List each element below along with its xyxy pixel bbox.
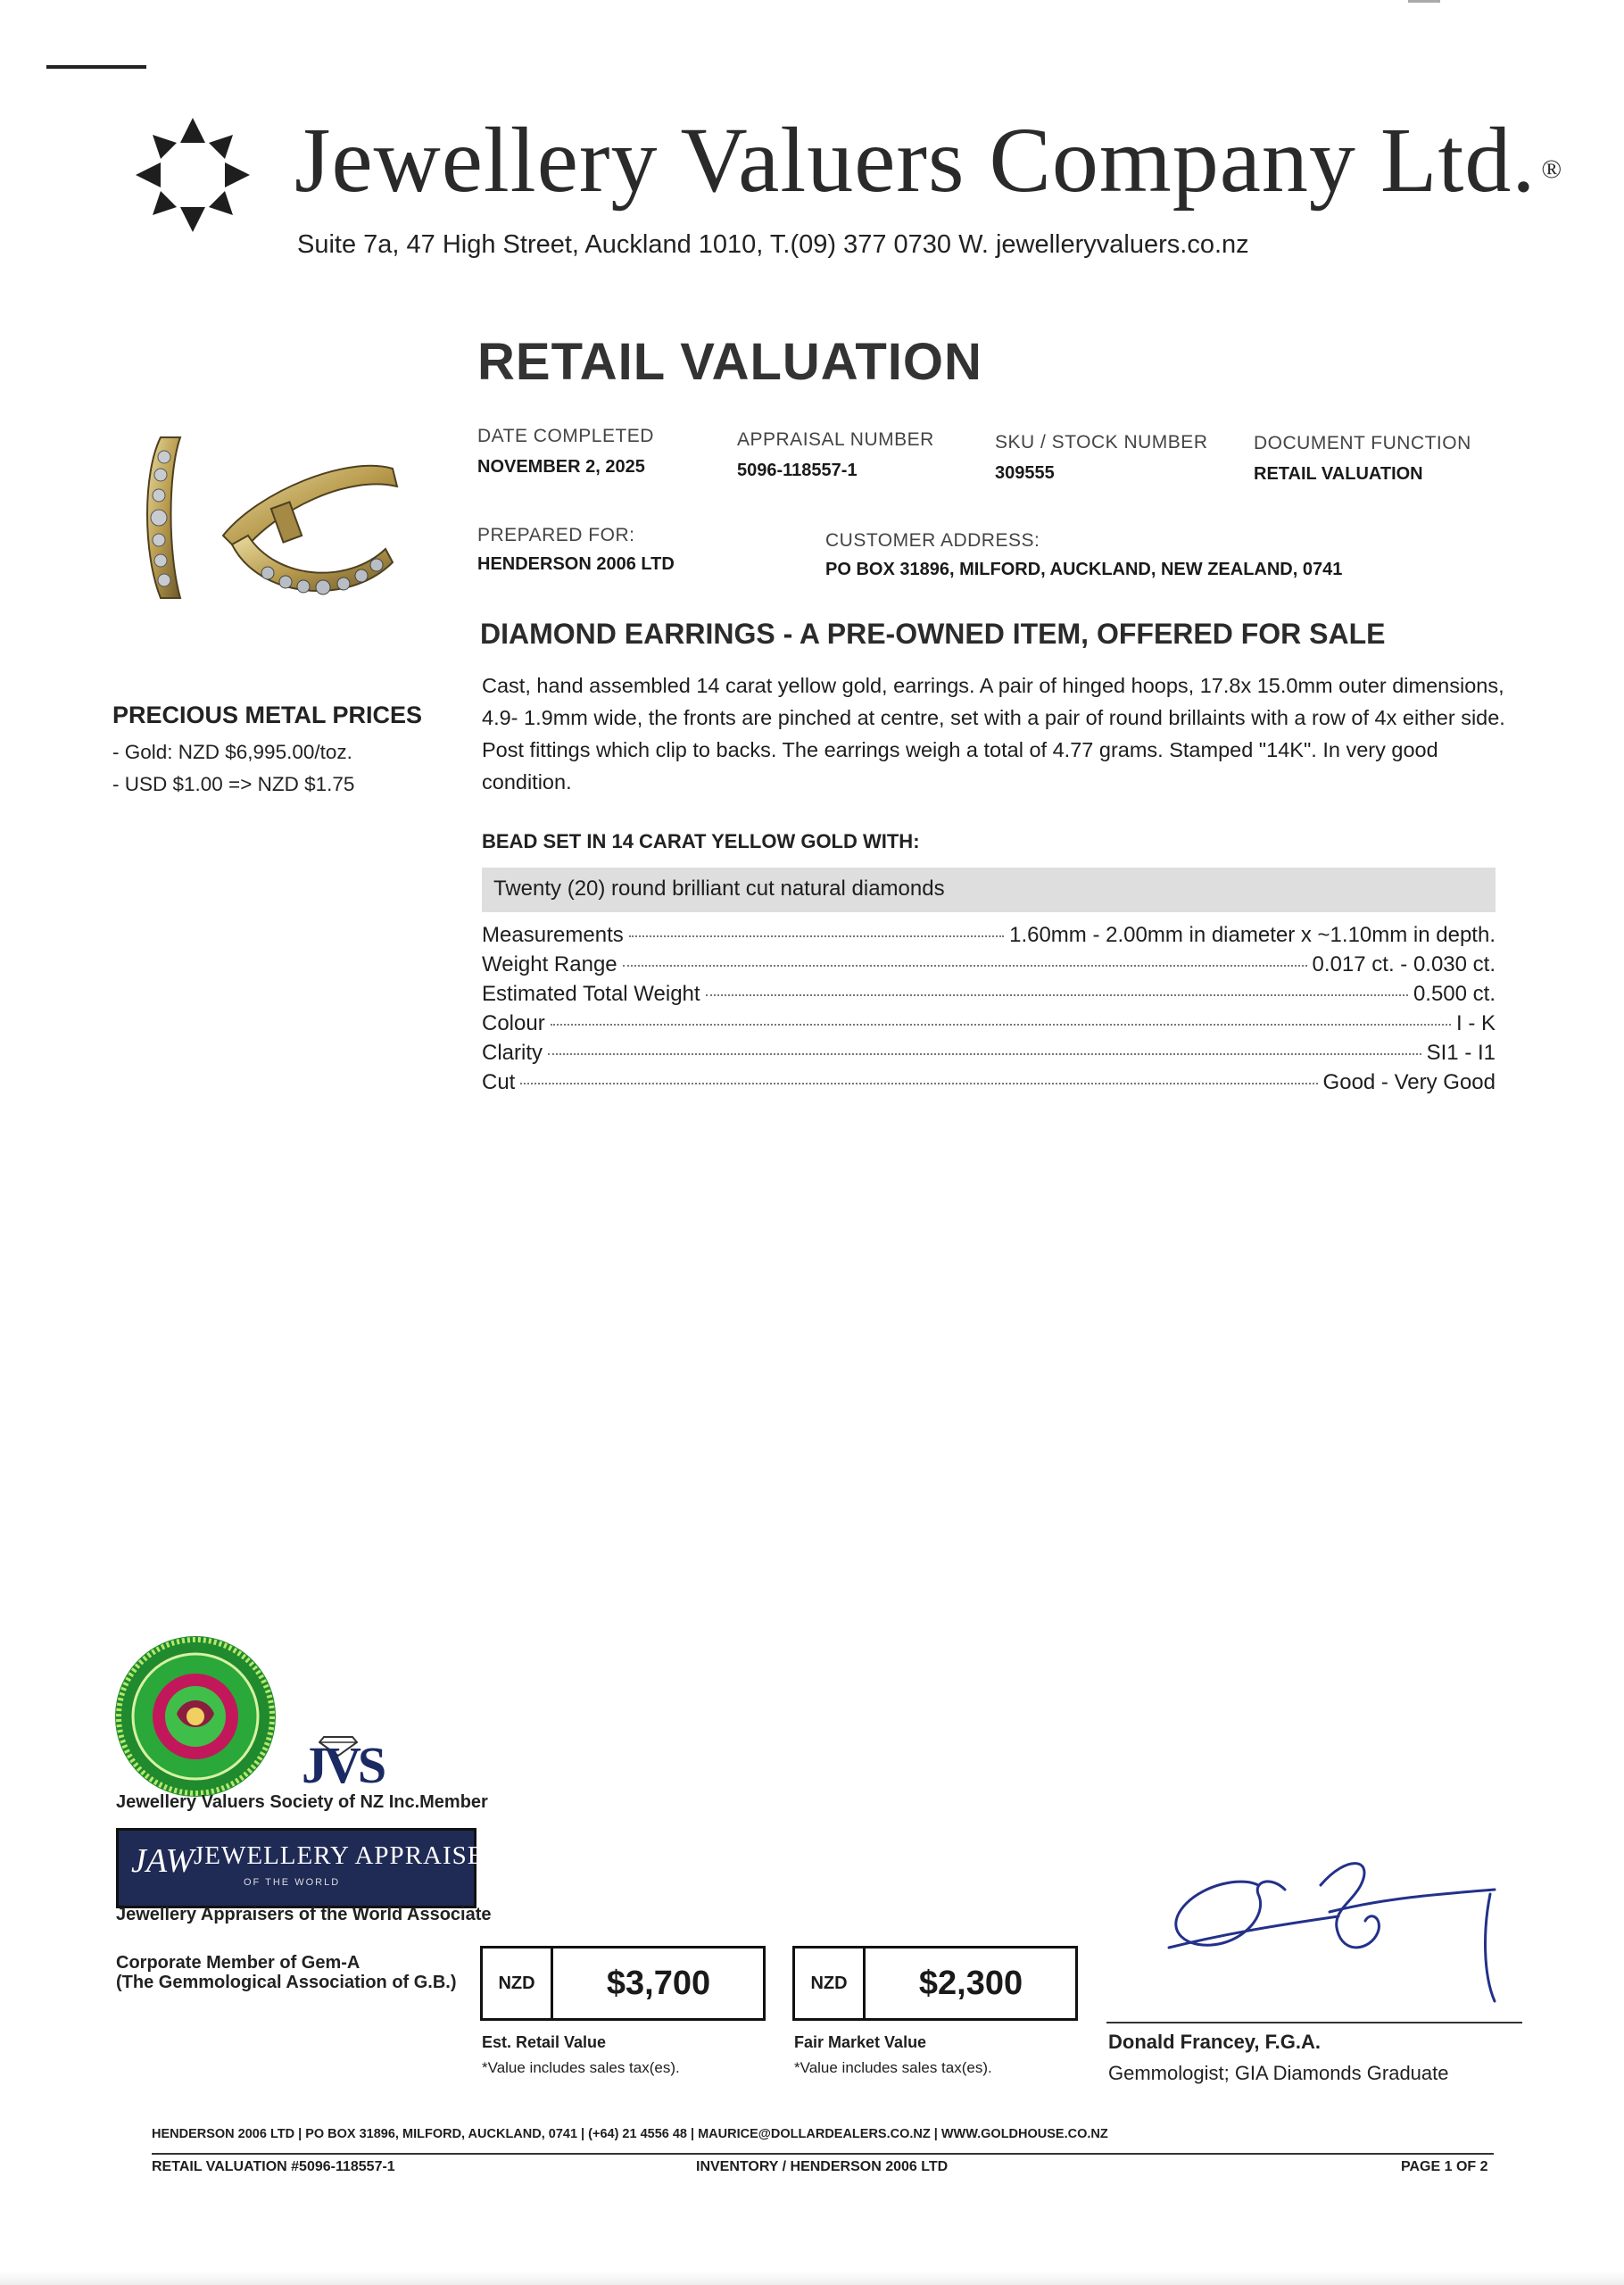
customer-address-label: CUSTOMER ADDRESS: [825, 530, 1040, 551]
sku-label: SKU / STOCK NUMBER [995, 432, 1208, 453]
customer-address-value: PO BOX 31896, MILFORD, AUCKLAND, NEW ZEALAND, 0741 [825, 560, 1343, 579]
document-function-value: RETAIL VALUATION [1254, 464, 1423, 484]
stone-specs-list [482, 923, 1496, 1100]
item-description: Cast, hand assembled 14 carat yellow gold, earrings. A pair of hinged hoops, 17.8x 15.0mm outer dimensions, 4.9- 1.9mm wide, the fronts are pinched at centre, set with a pair of round brillaints with a row of 4x either side. Post fittings which clip to backs. The earrings weigh a total of 4.77 grams. Stamped "14K". In very good condition. [482, 674, 1505, 794]
company-name: Jewellery Valuers Company Ltd. ® [294, 109, 1563, 212]
company-address: Suite 7a, 47 High Street, Auckland 1010, T.(09) 377 0730 W. jewelleryvaluers.co.nz [297, 230, 1249, 259]
jvs-logo: JVS [302, 1736, 384, 1794]
stone-summary-band [482, 868, 1496, 912]
prepared-for-label: PREPARED FOR: [477, 525, 635, 545]
spec-row-total-weight [482, 982, 1496, 1011]
gold-price: - Gold: NZD $6,995.00/toz. [112, 741, 352, 763]
spec-label: Colour [482, 1011, 545, 1035]
footer-divider [152, 2153, 1494, 2155]
signature-line [1106, 2022, 1522, 2023]
date-completed-value: NOVEMBER 2, 2025 [477, 457, 645, 477]
appraisal-number-label: APPRAISAL NUMBER [737, 429, 934, 450]
jaw-name: JEWELLERY APPRAISERS [194, 1841, 518, 1870]
scan-edge [0, 2271, 1624, 2285]
gem-a-line-2: (The Gemmological Association of G.B.) [116, 1973, 457, 1992]
exchange-rate: - USD $1.00 => NZD $1.75 [112, 773, 355, 795]
dot-leader [520, 1082, 1317, 1084]
spec-value: 1.60mm - 2.00mm in diameter x ~1.10mm in depth. [1009, 923, 1496, 947]
document-title: RETAIL VALUATION [477, 333, 982, 391]
retail-value-amount: $3,700 [606, 1964, 711, 2002]
jaw-subtitle: OF THE WORLD [244, 1877, 341, 1888]
jaw-caption: Jewellery Appraisers of the World Associate [116, 1905, 492, 1924]
company-logo-icon [134, 116, 252, 234]
stone-summary: Twenty (20) round brilliant cut natural diamonds [493, 877, 945, 901]
dot-leader [551, 1023, 1451, 1026]
jaw-mark: JAW [131, 1842, 195, 1880]
footer-contact: HENDERSON 2006 LTD | PO BOX 31896, MILFORD, AUCKLAND, 0741 | (+64) 21 4556 48 | MAURICE@DOLLARDEALERS.CO.NZ | WWW.GOLDHOUSE.CO.NZ [152, 2127, 1108, 2141]
gem-a-caption [116, 1953, 457, 1992]
dot-leader [629, 935, 1004, 937]
jvs-seal-logo [112, 1633, 278, 1799]
spec-row-cut [482, 1070, 1496, 1100]
spec-value: I - K [1455, 1011, 1496, 1035]
item-title: DIAMOND EARRINGS - A PRE-OWNED ITEM, OFFERED FOR SALE [480, 618, 1386, 650]
spec-label: Weight Range [482, 952, 617, 976]
jvs-caption: Jewellery Valuers Society of NZ Inc.Member [116, 1792, 488, 1812]
handwritten-signature [1151, 1849, 1508, 2019]
retail-value-box [480, 1946, 766, 2021]
earrings-photo [125, 420, 428, 625]
precious-metal-title: PRECIOUS METAL PRICES [112, 702, 423, 728]
dot-leader [623, 964, 1307, 967]
spec-row-clarity [482, 1041, 1496, 1070]
signer-role: Gemmologist; GIA Diamonds Graduate [1108, 2062, 1449, 2084]
spec-label: Clarity [482, 1041, 543, 1065]
spec-row-weight-range [482, 952, 1496, 982]
document-function-label: DOCUMENT FUNCTION [1254, 433, 1471, 453]
footer-inventory: INVENTORY / HENDERSON 2006 LTD [696, 2159, 949, 2174]
fair-market-amount: $2,300 [918, 1964, 1023, 2002]
signer-name: Donald Francey, F.G.A. [1108, 2031, 1321, 2053]
scan-mark [1408, 0, 1440, 3]
dot-leader [706, 993, 1408, 996]
retail-value-note: *Value includes sales tax(es). [482, 2059, 680, 2076]
footer-document-ref: RETAIL VALUATION #5096-118557-1 [152, 2159, 395, 2174]
footer-page-number: PAGE 1 OF 2 [1401, 2159, 1488, 2174]
spec-value: SI1 - I1 [1426, 1041, 1496, 1065]
spec-row-measurements [482, 923, 1496, 952]
retail-value-label: Est. Retail Value [482, 2033, 607, 2051]
spec-value: Good - Very Good [1322, 1070, 1496, 1094]
page-mark [46, 65, 146, 69]
spec-value: 0.500 ct. [1413, 982, 1496, 1006]
date-completed-label: DATE COMPLETED [477, 426, 654, 446]
fair-market-currency: NZD [795, 1948, 866, 2018]
appraisal-number-value: 5096-118557-1 [737, 461, 858, 480]
fair-market-note: *Value includes sales tax(es). [794, 2059, 992, 2076]
spec-label: Estimated Total Weight [482, 982, 700, 1006]
spec-row-colour [482, 1011, 1496, 1041]
spec-label: Cut [482, 1070, 516, 1094]
fair-market-value-box [792, 1946, 1078, 2021]
prepared-for-value: HENDERSON 2006 LTD [477, 554, 675, 574]
setting-heading: BEAD SET IN 14 CARAT YELLOW GOLD WITH: [482, 830, 920, 852]
jaw-logo [116, 1828, 518, 1908]
sku-value: 309555 [995, 463, 1055, 483]
registered-mark: ® [1541, 154, 1563, 185]
gem-a-line-1: Corporate Member of Gem-A [116, 1953, 360, 1973]
retail-value-currency: NZD [483, 1948, 553, 2018]
fair-market-label: Fair Market Value [794, 2033, 927, 2051]
dot-leader [548, 1052, 1421, 1055]
spec-value: 0.017 ct. - 0.030 ct. [1312, 952, 1496, 976]
spec-label: Measurements [482, 923, 624, 947]
